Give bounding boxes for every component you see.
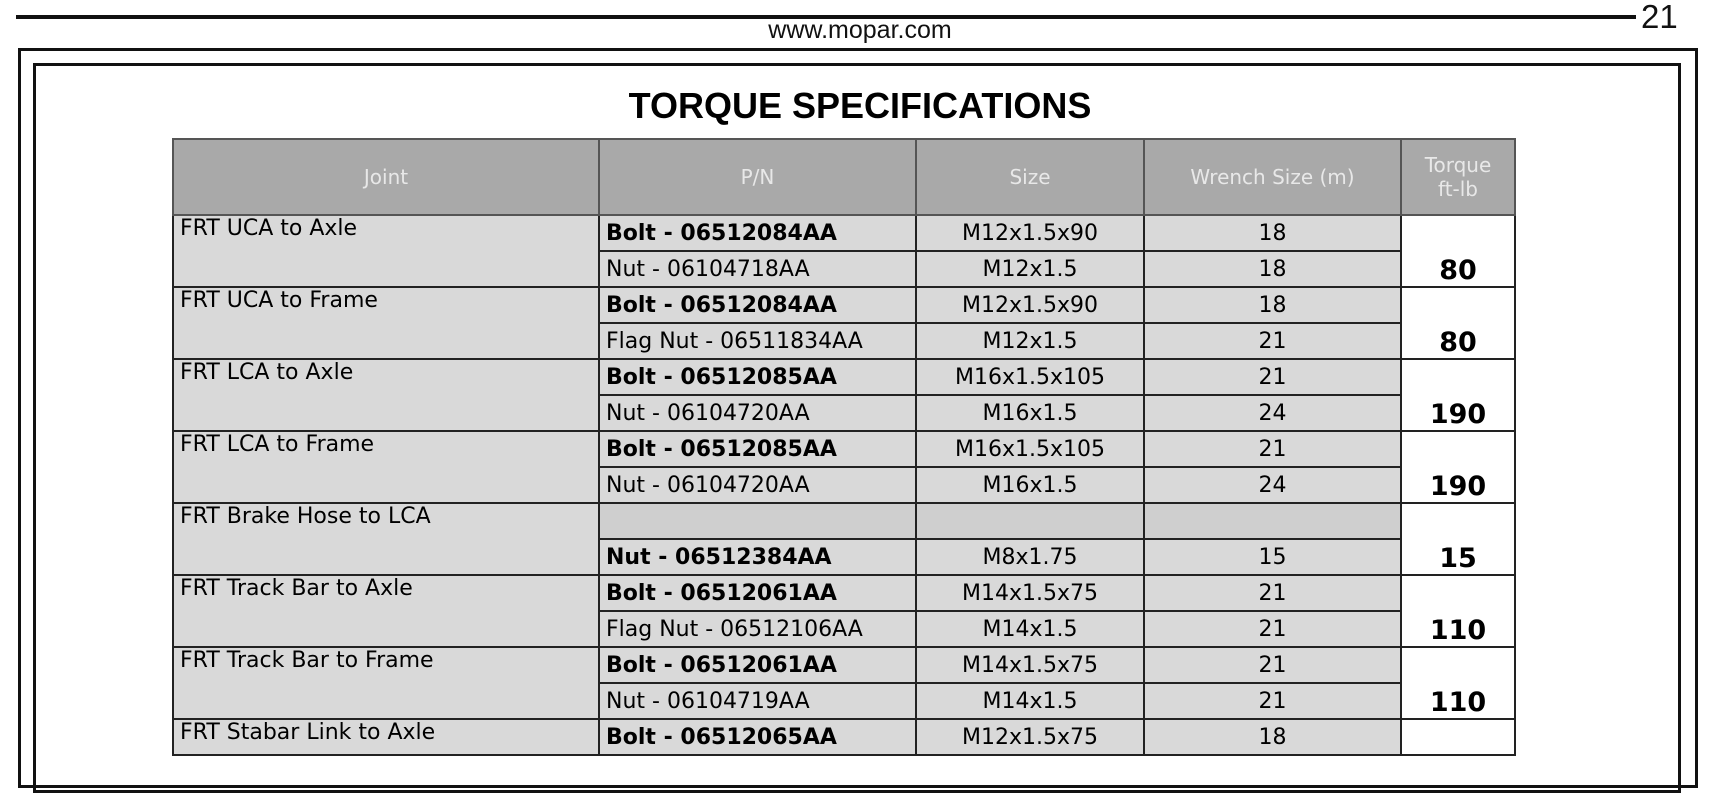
column-header-wrench-size: Wrench Size (m)	[1144, 139, 1401, 215]
page-number: 21	[1641, 0, 1678, 35]
size-cell: M12x1.5	[916, 323, 1144, 359]
size-cell	[916, 503, 1144, 539]
joint-cell: FRT Track Bar to Axle	[173, 575, 599, 647]
wrench-size-cell: 21	[1144, 647, 1401, 683]
size-cell: M12x1.5	[916, 251, 1144, 287]
wrench-size-cell: 15	[1144, 539, 1401, 575]
column-header-size: Size	[916, 139, 1144, 215]
table-row	[173, 287, 1515, 323]
part-number-cell: Nut - 06104720AA	[599, 467, 916, 503]
size-cell: M14x1.5	[916, 611, 1144, 647]
part-number-cell: Bolt - 06512061AA	[599, 647, 916, 683]
size-cell: M12x1.5x75	[916, 719, 1144, 755]
size-cell: M12x1.5x90	[916, 287, 1144, 323]
size-cell: M16x1.5x105	[916, 431, 1144, 467]
column-header-joint: Joint	[173, 139, 599, 215]
part-number-cell: Bolt - 06512084AA	[599, 287, 916, 323]
torque-header-label: Torque	[1424, 153, 1492, 177]
part-number-cell: Nut - 06512384AA	[599, 539, 916, 575]
wrench-size-cell: 21	[1144, 359, 1401, 395]
part-number-cell: Flag Nut - 06512106AA	[599, 611, 916, 647]
wrench-size-cell: 18	[1144, 719, 1401, 755]
size-cell: M16x1.5x105	[916, 359, 1144, 395]
torque-cell: 110	[1401, 575, 1515, 647]
size-cell: M12x1.5x90	[916, 215, 1144, 251]
wrench-size-cell: 21	[1144, 431, 1401, 467]
size-cell: M16x1.5	[916, 395, 1144, 431]
table-row	[173, 359, 1515, 395]
part-number-cell: Bolt - 06512085AA	[599, 431, 916, 467]
torque-cell: 15	[1401, 503, 1515, 575]
wrench-size-cell: 21	[1144, 683, 1401, 719]
torque-cell: 110	[1401, 647, 1515, 719]
column-header-torque	[1401, 139, 1515, 215]
torque-cell: 80	[1401, 215, 1515, 287]
wrench-size-cell: 21	[1144, 323, 1401, 359]
table-row	[173, 575, 1515, 611]
torque-header-unit: ft-lb	[1438, 177, 1478, 201]
joint-cell: FRT Track Bar to Frame	[173, 647, 599, 719]
size-cell: M14x1.5x75	[916, 647, 1144, 683]
table-row	[173, 647, 1515, 683]
wrench-size-cell: 24	[1144, 395, 1401, 431]
size-cell: M8x1.75	[916, 539, 1144, 575]
joint-cell: FRT UCA to Frame	[173, 287, 599, 359]
site-url: www.mopar.com	[768, 16, 952, 44]
part-number-cell: Bolt - 06512084AA	[599, 215, 916, 251]
wrench-size-cell	[1144, 503, 1401, 539]
part-number-cell: Nut - 06104719AA	[599, 683, 916, 719]
wrench-size-cell: 18	[1144, 215, 1401, 251]
joint-cell: FRT LCA to Axle	[173, 359, 599, 431]
joint-cell: FRT UCA to Axle	[173, 215, 599, 287]
torque-cell: 80	[1401, 287, 1515, 359]
size-cell: M14x1.5x75	[916, 575, 1144, 611]
torque-spec-table	[172, 138, 1516, 756]
size-cell: M16x1.5	[916, 467, 1144, 503]
part-number-cell: Nut - 06104720AA	[599, 395, 916, 431]
table-row	[173, 503, 1515, 539]
table-row	[173, 431, 1515, 467]
part-number-cell: Nut - 06104718AA	[599, 251, 916, 287]
joint-cell: FRT Stabar Link to Axle	[173, 719, 599, 755]
part-number-cell: Bolt - 06512065AA	[599, 719, 916, 755]
wrench-size-cell: 18	[1144, 251, 1401, 287]
part-number-cell: Bolt - 06512061AA	[599, 575, 916, 611]
joint-cell: FRT LCA to Frame	[173, 431, 599, 503]
table-row	[173, 719, 1515, 755]
wrench-size-cell: 21	[1144, 611, 1401, 647]
torque-cell: 190	[1401, 359, 1515, 431]
torque-cell: 190	[1401, 431, 1515, 503]
wrench-size-cell: 18	[1144, 287, 1401, 323]
table-row	[173, 215, 1515, 251]
column-header-pn: P/N	[599, 139, 916, 215]
part-number-cell: Bolt - 06512085AA	[599, 359, 916, 395]
part-number-cell: Flag Nut - 06511834AA	[599, 323, 916, 359]
table-header-row	[173, 139, 1515, 215]
wrench-size-cell: 21	[1144, 575, 1401, 611]
size-cell: M14x1.5	[916, 683, 1144, 719]
joint-cell: FRT Brake Hose to LCA	[173, 503, 599, 575]
torque-cell	[1401, 719, 1515, 755]
wrench-size-cell: 24	[1144, 467, 1401, 503]
document-title: TORQUE SPECIFICATIONS	[628, 85, 1092, 126]
part-number-cell	[599, 503, 916, 539]
